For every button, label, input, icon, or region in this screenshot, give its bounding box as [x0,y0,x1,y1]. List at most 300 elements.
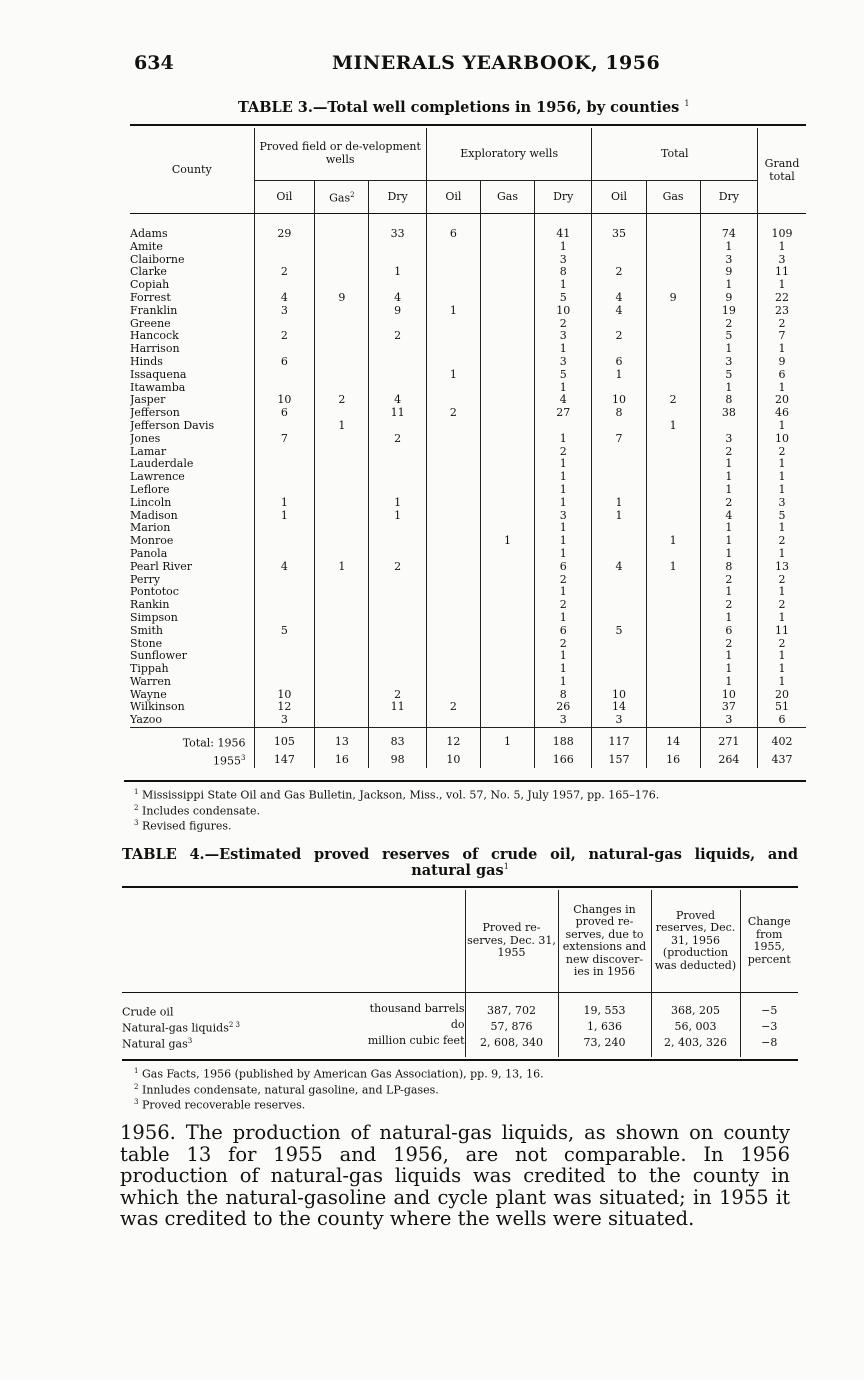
cell-e-dry: 3 [535,510,592,523]
cell-t-oil: 5 [592,625,646,638]
cell-e-dry: 2 [535,574,592,587]
table-row [130,612,806,625]
cell-t-oil: 1 [592,497,646,510]
cell-t-gas [646,599,700,612]
cell-t-oil: 10 [592,689,646,702]
cell-p-dry [369,599,426,612]
cell-p-oil: 2 [254,266,315,279]
cell-e-dry: 6 [535,625,592,638]
cell-t-gas [646,701,700,714]
county-name: Monroe [130,535,254,548]
cell-p-gas [315,574,369,587]
cell-e-oil [426,254,480,267]
header-total: Total [592,128,758,181]
cell-e-dry: 2 [535,638,592,651]
cell-e-gas [480,420,534,433]
cell-p-gas [315,241,369,254]
table4-bottom-rule [122,1059,798,1061]
header-oil: Oil [592,181,646,214]
cell-e-oil [426,433,480,446]
cell-t-oil: 2 [592,266,646,279]
table-row [130,676,806,689]
cell-e-gas [480,484,534,497]
total-p-oil: 105 [254,728,315,752]
cell-e-oil [426,625,480,638]
cell-p-gas [315,254,369,267]
cell-t-dry: 2 [700,497,757,510]
total-label-text: Total: 1956 [182,736,246,750]
footnote-mark: 1 [134,1067,139,1075]
cell-p-gas [315,356,369,369]
table-row [130,356,806,369]
cell-e-gas [480,407,534,420]
cell-t-dry: 5 [700,369,757,382]
cell-t-dry: 38 [700,407,757,420]
cell-e-oil [426,574,480,587]
cell-e-oil [426,510,480,523]
cell-p-dry [369,535,426,548]
reserve-item-ref: 2 3 [228,1021,240,1030]
cell-grand: 2 [778,444,786,458]
cell-t-oil: 1 [592,369,646,382]
cell-p-gas [315,701,369,714]
cell-p-oil: 10 [254,689,315,702]
total-p-oil: 147 [254,752,315,768]
county-name: Warren [130,676,254,689]
cell-p-oil: 4 [254,292,315,305]
cell-t-dry: 3 [700,714,757,727]
cell-t-oil [592,241,646,254]
cell-t-gas [646,254,700,267]
cell-grand: 1 [778,342,786,356]
cell-t-dry: 8 [700,561,757,574]
cell-t-gas [646,305,700,318]
county-name: Amite [130,241,254,254]
cell-e-dry: 1 [535,663,592,676]
cell-grand: 1 [778,239,786,253]
cell-t-oil: 14 [592,701,646,714]
cell-p-gas [315,676,369,689]
cell-t-dry: 3 [700,433,757,446]
cell-t-dry: 2 [700,574,757,587]
cell-e-gas [480,650,534,663]
cell-e-oil [426,663,480,676]
cell-grand: 1 [778,457,786,471]
cell-p-dry [369,356,426,369]
cell-e-gas [480,305,534,318]
cell-e-oil: 1 [426,305,480,318]
cell-p-dry: 1 [369,510,426,523]
cell-e-oil [426,497,480,510]
cell-p-dry: 1 [369,497,426,510]
total-grand: 437 [771,752,793,766]
cell-p-gas [315,446,369,459]
cell-e-dry: 41 [535,214,592,241]
county-name: Yazoo [130,714,254,727]
cell-e-dry: 1 [535,458,592,471]
table3-title-ref: 1 [684,99,690,109]
cell-t-oil [592,612,646,625]
cell-p-oil: 1 [254,510,315,523]
cell-e-gas [480,599,534,612]
cell-grand: 9 [778,354,786,368]
cell-p-gas [315,471,369,484]
cell-e-oil [426,382,480,395]
header-proved-1956: Proved reserves, Dec. 31, 1956 (production was deducted) [651,890,740,993]
table-row [122,993,798,1020]
county-name: Madison [130,510,254,523]
footnote-text: Includes condensate. [141,804,260,818]
cell-p-oil [254,458,315,471]
footnote-mark: 2 [134,803,139,812]
cell-p-gas [315,343,369,356]
cell-e-oil [426,292,480,305]
table-row [130,458,806,471]
cell-grand: 109 [771,227,793,240]
cell-grand: 13 [775,559,790,573]
cell-t-gas [646,266,700,279]
footnote-text: Mississippi State Oil and Gas Bulletin, Jackson, Miss., vol. 57, No. 5, July 1957, pp. 165–176. [141,788,660,802]
county-name: Wilkinson [130,701,254,714]
cell-grand: 1 [778,521,786,535]
cell-t-dry: 1 [700,484,757,497]
table-row [130,663,806,676]
cell-t-gas [646,638,700,651]
total-e-oil: 10 [426,752,480,768]
cell-grand: 6 [778,367,786,381]
cell-e-gas [480,343,534,356]
cell-p-gas: 9 [315,292,369,305]
cell-p-gas [315,625,369,638]
page-number: 634 [134,52,174,74]
cell-e-oil [426,638,480,651]
cell-grand: 1 [778,585,786,599]
reserve-item-name: Natural-gas liquids [122,1021,229,1035]
cell-v1956: 2, 403, 326 [651,1035,740,1057]
header-exploratory: Exploratory wells [426,128,592,181]
cell-p-dry: 11 [369,701,426,714]
table-row [130,599,806,612]
cell-t-dry: 8 [700,394,757,407]
cell-t-dry: 10 [700,689,757,702]
cell-p-oil: 29 [254,214,315,241]
cell-p-oil: 4 [254,561,315,574]
cell-t-dry: 1 [700,471,757,484]
cell-t-dry: 1 [700,586,757,599]
cell-t-dry: 3 [700,356,757,369]
footnote-text: Revised figures. [141,819,232,833]
cell-t-gas [646,484,700,497]
reserve-unit: thousand barrels [369,1002,465,1015]
cell-t-oil: 35 [592,214,646,241]
header-change-percent: Change from 1955, percent [747,915,791,966]
total-e-dry: 188 [535,728,592,752]
cell-t-oil [592,663,646,676]
cell-e-dry: 1 [535,676,592,689]
cell-p-gas [315,535,369,548]
header-gas: Gas [646,181,700,214]
county-name: Panola [130,548,254,561]
county-name: Greene [130,318,254,331]
cell-e-oil [426,330,480,343]
county-name: Lincoln [130,497,254,510]
total-e-dry: 166 [535,752,592,768]
cell-t-gas [646,586,700,599]
cell-p-dry [369,663,426,676]
reserve-item-ref: 3 [187,1037,193,1046]
cell-p-dry [369,522,426,535]
cell-e-gas [480,638,534,651]
cell-t-oil: 7 [592,433,646,446]
header-dry: Dry [369,181,426,214]
footnote-text: Gas Facts, 1956 (published by American Gas Association), pp. 9, 13, 16. [141,1067,544,1081]
reserve-item [122,1035,465,1057]
cell-e-gas [480,676,534,689]
cell-t-gas [646,548,700,561]
table3-bottom-rule [124,780,806,782]
cell-v1956: 368, 205 [651,993,740,1020]
table-row [130,638,806,651]
cell-e-oil [426,522,480,535]
county-name: Issaquena [130,369,254,382]
cell-grand: 20 [775,393,790,407]
cell-p-oil [254,420,315,433]
cell-p-dry [369,574,426,587]
table-row [130,561,806,574]
cell-t-dry: 3 [700,254,757,267]
county-name: Leflore [130,484,254,497]
reserve-item-name: Crude oil [122,1005,174,1019]
cell-p-dry [369,369,426,382]
cell-t-gas: 2 [646,394,700,407]
cell-t-gas [646,714,700,727]
cell-e-dry: 2 [535,446,592,459]
cell-t-oil [592,471,646,484]
cell-p-dry [369,420,426,433]
cell-t-dry: 1 [700,535,757,548]
table4-title-line2 [122,862,798,879]
cell-t-oil [592,548,646,561]
county-name: Jasper [130,394,254,407]
cell-e-gas [480,701,534,714]
cell-grand: 20 [775,687,790,701]
county-name: Jefferson [130,407,254,420]
cell-e-oil [426,343,480,356]
county-name: Rankin [130,599,254,612]
county-name: Wayne [130,689,254,702]
cell-t-gas [646,330,700,343]
cell-t-dry: 1 [700,663,757,676]
county-name: Lawrence [130,471,254,484]
cell-p-dry [369,446,426,459]
cell-p-gas [315,586,369,599]
total-t-oil: 157 [592,752,646,768]
cell-e-oil [426,484,480,497]
cell-p-gas [315,714,369,727]
cell-t-oil [592,638,646,651]
cell-e-dry: 1 [535,471,592,484]
cell-t-oil: 3 [592,714,646,727]
table-row [130,522,806,535]
cell-t-dry: 1 [700,522,757,535]
cell-p-gas [315,612,369,625]
cell-t-dry: 5 [700,330,757,343]
cell-e-dry: 1 [535,586,592,599]
county-name: Marion [130,522,254,535]
cell-e-dry: 5 [535,292,592,305]
cell-e-gas [480,266,534,279]
cell-grand: 1 [778,278,786,292]
cell-t-gas [646,650,700,663]
cell-e-gas [480,369,534,382]
cell-t-oil [592,574,646,587]
cell-p-dry: 2 [369,330,426,343]
table-row [130,241,806,254]
cell-e-dry: 3 [535,254,592,267]
footnote-mark: 1 [134,788,139,796]
cell-p-dry [369,625,426,638]
cell-p-gas [315,599,369,612]
cell-grand: 2 [778,534,786,548]
cell-e-gas [480,241,534,254]
cell-p-dry [369,458,426,471]
table-row [130,446,806,459]
cell-e-oil: 2 [426,407,480,420]
cell-t-dry: 1 [700,458,757,471]
cell-e-dry: 27 [535,407,592,420]
cell-grand: 1 [778,418,786,432]
cell-e-oil [426,241,480,254]
cell-e-gas [480,548,534,561]
footnote [134,1065,544,1081]
cell-e-dry: 1 [535,343,592,356]
cell-p-oil [254,471,315,484]
cell-v1956: 56, 003 [651,1019,740,1035]
cell-t-dry: 37 [700,701,757,714]
cell-grand: 22 [775,290,790,304]
cell-v1955: 2, 608, 340 [465,1035,558,1057]
cell-grand: 1 [778,470,786,484]
cell-t-gas: 1 [646,420,700,433]
cell-p-oil [254,446,315,459]
cell-e-oil [426,599,480,612]
cell-grand: 1 [778,610,786,624]
county-name: Simpson [130,612,254,625]
cell-t-gas [646,369,700,382]
county-name: Clarke [130,266,254,279]
total-label [130,728,254,752]
cell-t-gas: 9 [646,292,700,305]
cell-e-dry: 1 [535,535,592,548]
cell-p-gas [315,266,369,279]
cell-t-gas [646,318,700,331]
cell-p-oil: 12 [254,701,315,714]
cell-grand: 2 [778,636,786,650]
cell-t-dry: 1 [700,241,757,254]
cell-e-dry: 10 [535,305,592,318]
cell-t-gas [646,676,700,689]
footnote-mark: 3 [134,819,139,828]
total-row [130,752,806,768]
cell-e-oil [426,548,480,561]
cell-p-oil: 1 [254,497,315,510]
table-row [130,650,806,663]
cell-e-gas [480,292,534,305]
county-name: Claiborne [130,254,254,267]
county-name: Stone [130,638,254,651]
cell-p-dry [369,343,426,356]
cell-t-oil [592,535,646,548]
cell-pct: −8 [761,1036,778,1050]
cell-p-gas: 2 [315,394,369,407]
header-county: County [130,128,254,214]
county-name: Jefferson Davis [130,420,254,433]
cell-p-oil [254,484,315,497]
county-name: Lauderdale [130,458,254,471]
cell-t-gas [646,497,700,510]
cell-change: 73, 240 [558,1035,651,1057]
cell-e-oil [426,650,480,663]
cell-t-oil [592,676,646,689]
footnote [134,817,659,833]
cell-p-dry: 4 [369,292,426,305]
reserve-unit: do [450,1019,465,1032]
cell-t-oil: 4 [592,292,646,305]
cell-t-oil [592,446,646,459]
cell-t-gas [646,241,700,254]
cell-p-gas [315,484,369,497]
cell-v1955: 57, 876 [465,1019,558,1035]
cell-grand: 23 [775,303,790,317]
table-row [130,420,806,433]
cell-p-oil [254,676,315,689]
cell-t-gas: 1 [646,561,700,574]
cell-e-oil: 1 [426,369,480,382]
cell-t-gas [646,689,700,702]
cell-t-dry: 4 [700,510,757,523]
footnote [134,802,659,818]
total-t-gas: 14 [646,728,700,752]
cell-e-gas [480,279,534,292]
total-p-gas: 16 [315,752,369,768]
cell-p-dry: 9 [369,305,426,318]
cell-t-dry [700,420,757,433]
cell-p-gas [315,305,369,318]
cell-e-dry: 1 [535,241,592,254]
cell-t-oil: 1 [592,510,646,523]
total-t-dry: 264 [700,752,757,768]
cell-t-gas [646,343,700,356]
cell-grand: 46 [775,406,790,420]
cell-grand: 7 [778,329,786,343]
cell-p-gas [315,330,369,343]
cell-e-oil [426,356,480,369]
footnote-mark: 2 [134,1082,139,1091]
table-row [130,254,806,267]
total-row [130,728,806,752]
cell-p-dry: 2 [369,561,426,574]
cell-p-gas: 1 [315,561,369,574]
cell-e-oil [426,279,480,292]
county-name: Smith [130,625,254,638]
table-row [130,714,806,727]
header-oil: Oil [254,181,315,214]
footnote-text: Innludes condensate, natural gasoline, and LP-gases. [141,1083,439,1097]
table-row [130,382,806,395]
county-name: Harrison [130,343,254,356]
cell-e-dry: 1 [535,650,592,663]
table-row [130,689,806,702]
